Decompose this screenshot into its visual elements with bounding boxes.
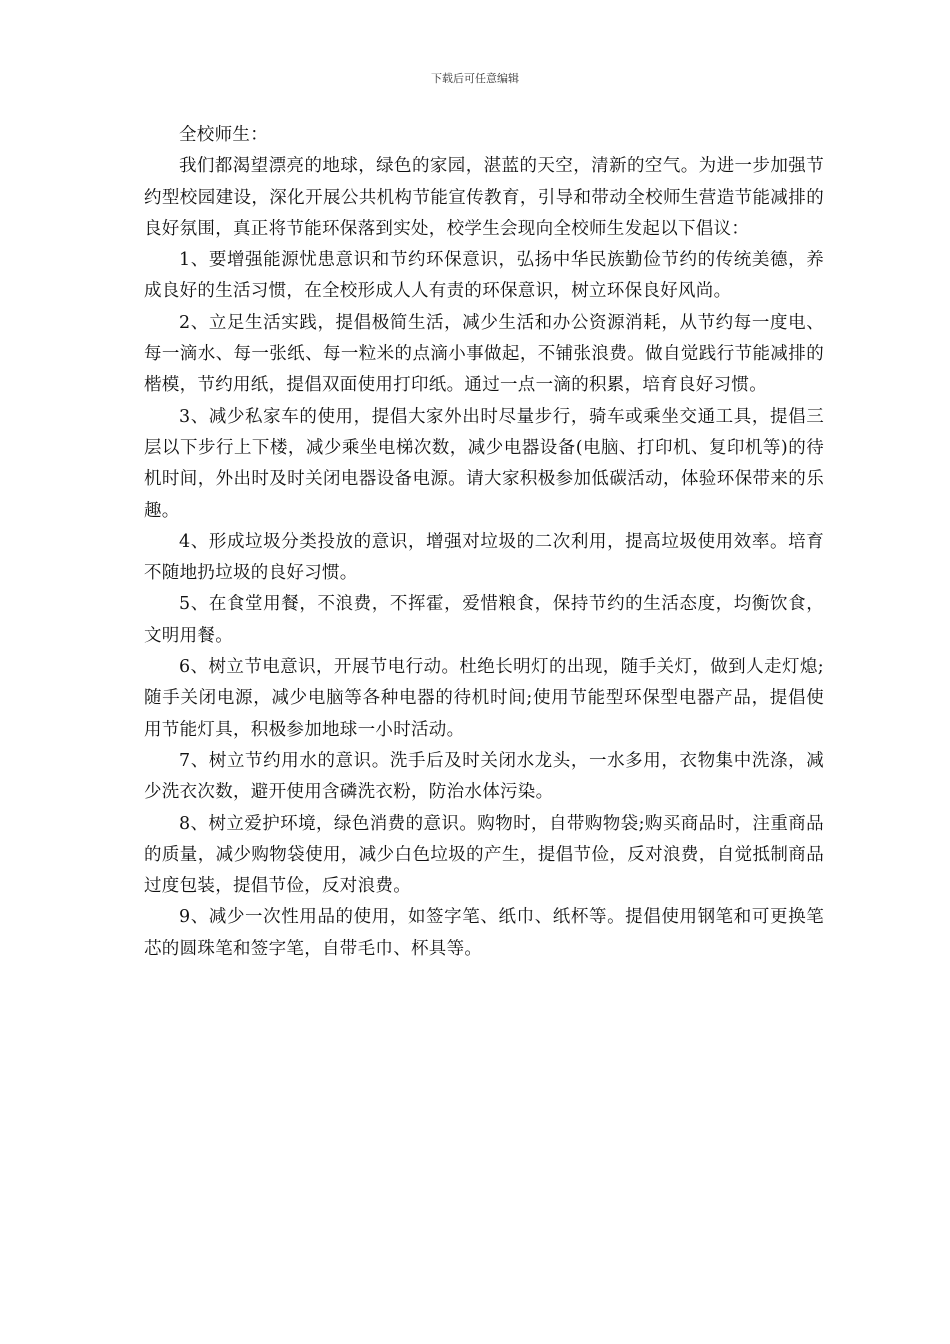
proposal-item-1: 1、要增强能源忧患意识和节约环保意识，弘扬中华民族勤俭节约的传统美德，养成良好的生活习惯，在全校形成人人有责的环保意识，树立环保良好风尚。	[144, 250, 824, 302]
proposal-item-9: 9、减少一次性用品的使用，如签字笔、纸巾、纸杯等。提倡使用钢笔和可更换笔芯的圆珠笔和签字笔，自带毛巾、杯具等。	[144, 907, 824, 959]
proposal-item-3: 3、减少私家车的使用，提倡大家外出时尽量步行，骑车或乘坐交通工具，提倡三层以下步行上下楼，减少乘坐电梯次数，减少电器设备(电脑、打印机、复印机等)的待机时间，外出时及时关闭电器设备电源。请大家积极参加低碳活动，体验环保带来的乐趣。	[144, 406, 824, 521]
proposal-item-8: 8、树立爱护环境，绿色消费的意识。购物时，自带购物袋;购买商品时，注重商品的质量，减少购物袋使用，减少白色垃圾的产生，提倡节俭，反对浪费，自觉抵制商品过度包装，提倡节俭，反对浪费。	[144, 813, 824, 897]
proposal-item-5: 5、在食堂用餐，不浪费，不挥霍，爱惜粮食，保持节约的生活态度，均衡饮食，文明用餐。	[144, 594, 824, 646]
salutation: 全校师生：	[179, 125, 268, 145]
header-note: 下载后可任意编辑	[431, 72, 519, 85]
document-body	[144, 120, 824, 965]
proposal-item-7: 7、树立节约用水的意识。洗手后及时关闭水龙头，一水多用，衣物集中洗涤，减少洗衣次数，避开使用含磷洗衣粉，防治水体污染。	[144, 750, 824, 803]
proposal-item-4: 4、形成垃圾分类投放的意识，增强对垃圾的二次利用，提高垃圾使用效率。培育不随地扔垃圾的良好习惯。	[144, 531, 824, 584]
proposal-item-2: 2、立足生活实践，提倡极简生活，减少生活和办公资源消耗，从节约每一度电、每一滴水、每一张纸、每一粒米的点滴小事做起，不铺张浪费。做自觉践行节能减排的楷模，节约用纸，提倡双面使用打印纸。通过一点一滴的积累，培育良好习惯。	[144, 312, 824, 396]
intro-paragraph: 我们都渴望漂亮的地球，绿色的家园，湛蓝的天空，清新的空气。为进一步加强节约型校园建设，深化开展公共机构节能宣传教育，引导和带动全校师生营造节能减排的良好氛围，真正将节能环保落到实处，校学生会现向全校师生发起以下倡议：	[144, 156, 824, 239]
proposal-item-6: 6、树立节电意识，开展节电行动。杜绝长明灯的出现，随手关灯，做到人走灯熄;随手关闭电源，减少电脑等各种电器的待机时间;使用节能型环保型电器产品，提倡使用节能灯具，积极参加地球一小时活动。	[144, 657, 824, 740]
